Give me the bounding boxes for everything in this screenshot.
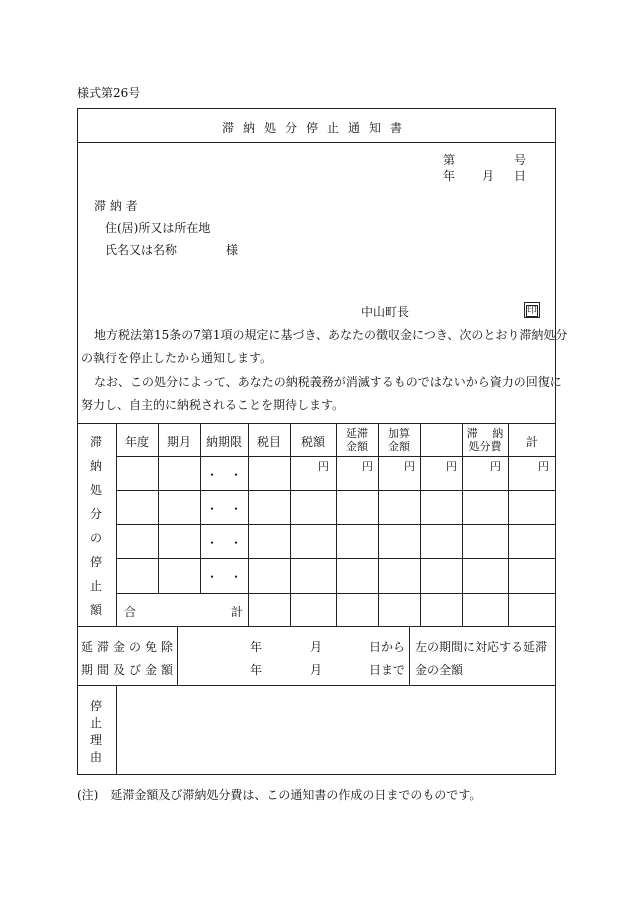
form-number: 様式第26号 [77, 86, 141, 100]
addressee-label: 滞 納 者 [94, 199, 138, 213]
side-label [86, 430, 106, 622]
exemption-note-line2: 金の全額 [415, 663, 464, 677]
table-row-line [116, 558, 556, 559]
from-month: 月 [310, 640, 323, 654]
seal-icon [524, 302, 540, 318]
footnote: (注) 延滞金額及び滞納処分費は、この通知書の作成の日までのものです。 [77, 788, 482, 802]
reason-top-line [77, 685, 556, 686]
header-disposal-line2: 処分費 [468, 440, 502, 453]
yen-mark: 円 [538, 460, 549, 473]
table-row-line [116, 593, 556, 594]
total-row-right: 計 [231, 605, 244, 619]
doc-no-prefix: 第 [443, 153, 456, 167]
header-late-fee-line1: 延滞 [346, 427, 368, 440]
to-day: 日まで [369, 663, 406, 677]
header-disposal-line1: 滞 納 [466, 427, 504, 440]
table-row-line [116, 456, 556, 457]
exemption-label-line1: 延滞金の免除 [81, 640, 178, 654]
reason-col-line [116, 685, 117, 775]
header-year: 年度 [124, 435, 149, 449]
seal-text: 印 [527, 306, 537, 316]
header-tax-item: 税目 [256, 435, 281, 449]
table-row-line [116, 524, 556, 525]
exemption-col-line [177, 626, 178, 685]
body-p2-line2: 努力し、自主的に納税されることを期待します。 [81, 398, 345, 412]
header-additional-line1: 加算 [388, 427, 410, 440]
date-month: 月 [482, 169, 495, 183]
header-period: 期月 [166, 435, 191, 449]
doc-no-suffix: 号 [514, 153, 527, 167]
header-deadline: 納期限 [205, 435, 242, 449]
from-year: 年 [250, 640, 263, 654]
body-p1-line1: 地方税法第15条の7第1項の規定に基づき、あなたの徴収金につき、次のとおり滞納処分 [94, 328, 568, 342]
reason-char: 由 [89, 750, 102, 764]
date-year: 年 [443, 169, 456, 183]
deadline-dots: ・ ・ [205, 536, 242, 550]
header-late-fee [336, 427, 378, 453]
side-char: 滞 [89, 435, 102, 449]
table-bottom-line [77, 626, 556, 627]
side-char: 分 [89, 507, 102, 521]
total-row-left: 合 [124, 605, 137, 619]
header-tax-amount: 税額 [300, 435, 325, 449]
header-additional-line2: 金額 [388, 440, 410, 453]
divider [77, 142, 556, 143]
deadline-dots: ・ ・ [205, 570, 242, 584]
header-disposal-fee [462, 427, 508, 453]
yen-mark: 円 [318, 460, 329, 473]
exemption-label-line2: 期間及び金額 [81, 663, 178, 677]
reason-char: 止 [89, 716, 102, 730]
side-char: 止 [89, 579, 102, 593]
deadline-dots: ・ ・ [205, 502, 242, 516]
side-char: の [89, 531, 102, 545]
to-month: 月 [310, 663, 323, 677]
body-p1-line2: の執行を停止したから通知します。 [81, 351, 273, 365]
yen-mark: 円 [446, 460, 457, 473]
exemption-col-line [409, 626, 410, 685]
issuer: 中山町長 [361, 305, 410, 319]
honorific: 様 [226, 243, 239, 257]
date-day: 日 [514, 169, 527, 183]
reason-char: 停 [89, 699, 102, 713]
reason-label [86, 698, 106, 766]
yen-mark: 円 [490, 460, 501, 473]
header-additional [378, 427, 420, 453]
table-top-border [77, 423, 556, 424]
name-label: 氏名又は名称 [105, 243, 178, 257]
table-row-line [116, 490, 556, 491]
side-char: 停 [89, 555, 102, 569]
body-p2-line1: なお、この処分によって、あなたの納税義務が消滅するものではないから資力の回復に [94, 375, 562, 389]
header-late-fee-line2: 金額 [346, 440, 368, 453]
reason-char: 理 [89, 733, 102, 747]
side-char: 納 [89, 459, 102, 473]
yen-mark: 円 [404, 460, 415, 473]
from-day: 日から [369, 640, 406, 654]
deadline-dots: ・ ・ [205, 468, 242, 482]
document-title: 滞納処分停止通知書 [221, 121, 411, 135]
exemption-note-line1: 左の期間に対応する延滞 [415, 640, 548, 654]
address-label: 住(居)所又は所在地 [105, 221, 211, 235]
side-char: 額 [89, 603, 102, 617]
yen-mark: 円 [362, 460, 373, 473]
header-total: 計 [525, 435, 538, 449]
side-char: 処 [89, 483, 102, 497]
to-year: 年 [250, 663, 263, 677]
